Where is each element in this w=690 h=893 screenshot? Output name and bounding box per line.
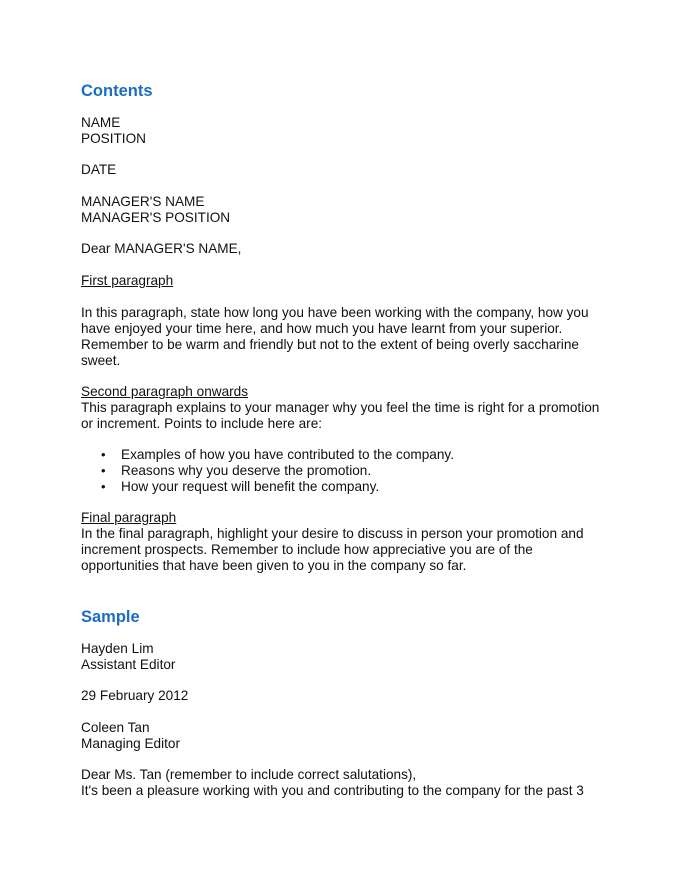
manager-name-placeholder: MANAGER'S NAME bbox=[81, 194, 205, 209]
manager-position-placeholder: MANAGER'S POSITION bbox=[81, 210, 231, 225]
date-placeholder: DATE bbox=[81, 162, 117, 177]
sample-manager-position: Managing Editor bbox=[81, 736, 180, 751]
bullet-item: How your request will benefit the company. bbox=[121, 479, 380, 494]
bullet-item: Examples of how you have contributed to the company. bbox=[121, 447, 454, 462]
second-paragraph-heading: Second paragraph onwards bbox=[81, 384, 249, 399]
sample-heading: Sample bbox=[81, 608, 140, 626]
contents-heading: Contents bbox=[81, 82, 153, 100]
first-paragraph-line: sweet. bbox=[81, 353, 121, 368]
first-paragraph-line: Remember to be warm and friendly but not to the extent of being overly saccharine bbox=[81, 337, 579, 352]
bullet-item: Reasons why you deserve the promotion. bbox=[121, 463, 372, 478]
position-placeholder: POSITION bbox=[81, 131, 146, 146]
sample-salutation: Dear Ms. Tan (remember to include correct salutations), bbox=[81, 767, 417, 782]
bullet-icon: • bbox=[101, 479, 106, 494]
final-paragraph-line: In the final paragraph, highlight your desire to discuss in person your promotion and bbox=[81, 526, 584, 541]
bullet-icon: • bbox=[101, 463, 106, 478]
bullet-icon: • bbox=[101, 447, 106, 462]
first-paragraph-line: have enjoyed your time here, and how much you have learnt from your superior. bbox=[81, 321, 563, 336]
first-paragraph-line: In this paragraph, state how long you have been working with the company, how you bbox=[81, 305, 589, 320]
final-paragraph-heading: Final paragraph bbox=[81, 510, 177, 525]
name-placeholder: NAME bbox=[81, 115, 121, 130]
final-paragraph-line: opportunities that have been given to you in the company so far. bbox=[81, 558, 467, 573]
final-paragraph-line: increment prospects. Remember to include how appreciative you are of the bbox=[81, 542, 533, 557]
sample-date: 29 February 2012 bbox=[81, 688, 189, 703]
sample-manager-name: Coleen Tan bbox=[81, 720, 150, 735]
second-paragraph-line: This paragraph explains to your manager why you feel the time is right for a promotion bbox=[81, 400, 600, 415]
sample-name: Hayden Lim bbox=[81, 641, 154, 656]
second-paragraph-line: or increment. Points to include here are: bbox=[81, 416, 323, 431]
first-paragraph-heading: First paragraph bbox=[81, 273, 174, 288]
sample-position: Assistant Editor bbox=[81, 657, 176, 672]
salutation-placeholder: Dear MANAGER'S NAME, bbox=[81, 241, 242, 256]
sample-body-line: It's been a pleasure working with you and contributing to the company for the past 3 bbox=[81, 783, 584, 798]
